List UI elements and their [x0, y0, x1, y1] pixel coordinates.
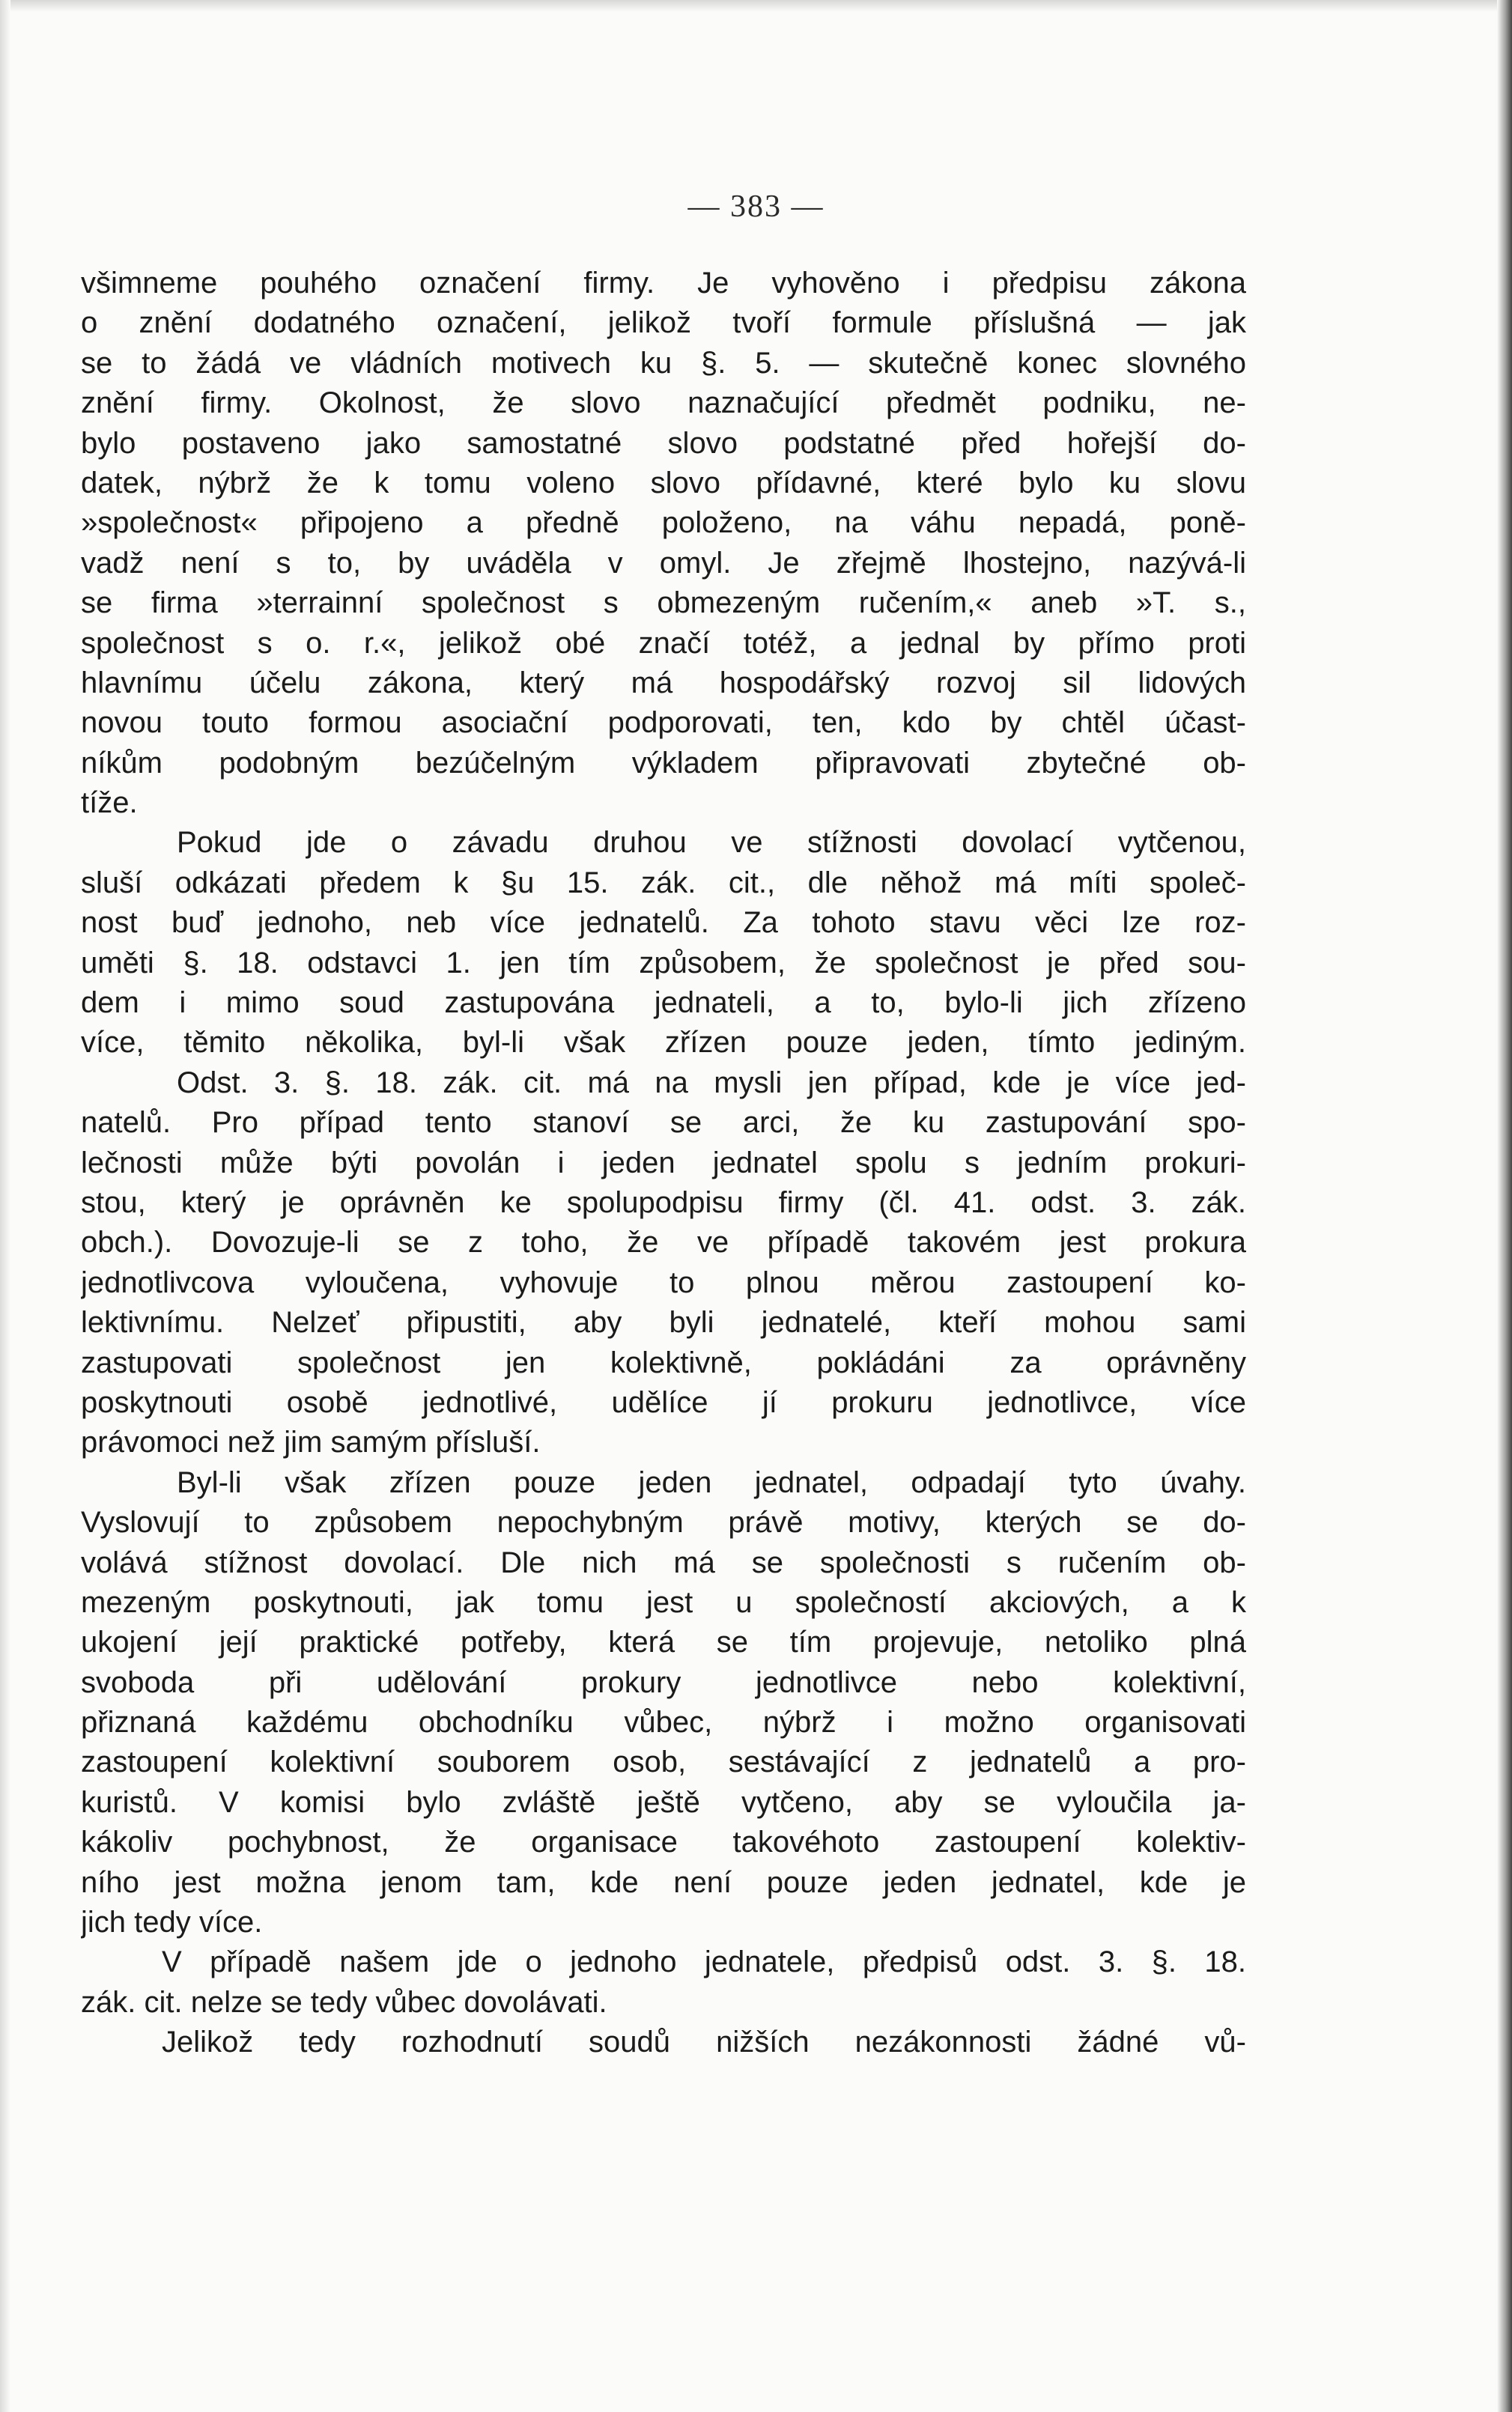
text-line: kuristů. V komisi bylo zvláště ještě vytčeno, aby se vyloučila ja- — [81, 1785, 1246, 1819]
text-line: Jelikož tedy rozhodnutí soudů nižších nezákonnosti žádné vů- — [162, 2026, 1246, 2059]
text-line: znění firmy. Okolnost, že slovo naznačující předmět podniku, ne- — [81, 386, 1246, 420]
text-line: bylo postaveno jako samostatné slovo podstatné před hořejší do- — [81, 426, 1246, 460]
text-line: Byl-li však zřízen pouze jeden jednatel, odpadají tyto úvahy. — [177, 1465, 1246, 1499]
text-line: ního jest možna jenom tam, kde není pouze jeden jednatel, kde je — [81, 1865, 1246, 1899]
text-line: datek, nýbrž že k tomu voleno slovo přídavné, které bylo ku slovu — [81, 466, 1246, 499]
text-line: V případě našem jde o jednoho jednatele, předpisů odst. 3. §. 18. — [162, 1945, 1246, 1979]
text-line: všimneme pouhého označení firmy. Je vyhověno i předpisu zákona — [81, 267, 1246, 300]
text-line: uměti §. 18. odstavci 1. jen tím způsobem, že společnost je před sou- — [81, 946, 1246, 979]
text-line: novou touto formou asociační podporovati, ten, kdo by chtěl účast- — [81, 706, 1246, 740]
text-line: Pokud jde o závadu druhou ve stížnosti dovolací vytčenou, — [177, 826, 1246, 860]
text-line: volává stížnost dovolací. Dle nich má se společnosti s ručením ob- — [81, 1546, 1246, 1579]
text-line: Vyslovují to způsobem nepochybným právě motivy, kterých se do- — [81, 1506, 1246, 1540]
text-line: přiznaná každému obchodníku vůbec, nýbrž i možno organisovati — [81, 1706, 1246, 1740]
scan-edge-left — [0, 0, 10, 2412]
text-line: kákoliv pochybnost, že organisace takovéhoto zastoupení kolektiv- — [81, 1826, 1246, 1859]
text-line: zastupovati společnost jen kolektivně, pokládáni za oprávněny — [81, 1346, 1246, 1379]
text-line: níkům podobným bezúčelným výkladem připravovati zbytečné ob- — [81, 746, 1246, 780]
text-line: více, těmito několika, byl-li však zřízen pouze jeden, tímto jediným. — [81, 1026, 1246, 1060]
page-number: — 383 — — [687, 189, 825, 224]
text-line: jednotlivcova vyloučena, vyhovuje to plnou měrou zastoupení ko- — [81, 1266, 1246, 1299]
text-line: stou, který je oprávněn ke spolupodpisu firmy (čl. 41. odst. 3. zák. — [81, 1185, 1246, 1219]
text-line: poskytnouti osobě jednotlivé, udělíce jí prokuru jednotlivce, více — [81, 1385, 1246, 1419]
text-line: hlavnímu účelu zákona, který má hospodářský rozvoj sil lidových — [81, 666, 1246, 699]
text-line: společnost s o. r.«, jelikož obé značí totéž, a jednal by přímo proti — [81, 626, 1246, 660]
text-line: natelů. Pro případ tento stanoví se arci, že ku zastupování spo- — [81, 1106, 1246, 1140]
text-line: jich tedy více. — [81, 1906, 263, 1939]
text-line: zastoupení kolektivní souborem osob, sestávající z jednatelů a pro- — [81, 1746, 1246, 1779]
body-text — [81, 264, 1246, 2063]
text-line: mezeným poskytnouti, jak tomu jest u společností akciových, a k — [81, 1585, 1246, 1619]
text-line: se to žádá ve vládních motivech ku §. 5. — skutečně konec slovného — [81, 346, 1246, 380]
text-line: obch.). Dovozuje-li se z toho, že ve případě takovém jest prokura — [81, 1226, 1246, 1260]
text-line: zák. cit. nelze se tedy vůbec dovolávati. — [81, 1985, 607, 2019]
text-line: svoboda při udělování prokury jednotlivce nebo kolektivní, — [81, 1665, 1246, 1699]
text-line: dem i mimo soud zastupována jednateli, a to, bylo-li jich zřízeno — [81, 986, 1246, 1020]
text-line: se firma »terrainní společnost s obmezeným ručením,« aneb »T. s., — [81, 586, 1246, 620]
text-line: Odst. 3. §. 18. zák. cit. má na mysli jen případ, kde je více jed- — [177, 1066, 1246, 1099]
text-line: ukojení její praktické potřeby, která se tím projevuje, netoliko plná — [81, 1626, 1246, 1659]
text-line: právomoci než jim samým přísluší. — [81, 1426, 541, 1459]
scan-edge-right — [1497, 0, 1512, 2412]
text-line: »společnost« připojeno a předně položeno, na váhu nepadá, poně- — [81, 506, 1246, 540]
text-line: sluší odkázati předem k §u 15. zák. cit., dle něhož má míti společ- — [81, 866, 1246, 899]
text-line: lektivnímu. Nelzeť připustiti, aby byli jednatelé, kteří mohou sami — [81, 1306, 1246, 1340]
text-line: lečnosti může býti povolán i jeden jednatel spolu s jedním prokuri- — [81, 1146, 1246, 1179]
text-line: nost buď jednoho, neb více jednatelů. Za tohoto stavu věci lze roz- — [81, 906, 1246, 940]
text-line: tíže. — [81, 786, 138, 820]
text-line: o znění dodatného označení, jelikož tvoří formule příslušná — jak — [81, 306, 1246, 340]
scan-edge-top — [0, 0, 1512, 12]
text-line: vadž není s to, by uváděla v omyl. Je zřejmě lhostejno, nazývá-li — [81, 546, 1246, 580]
